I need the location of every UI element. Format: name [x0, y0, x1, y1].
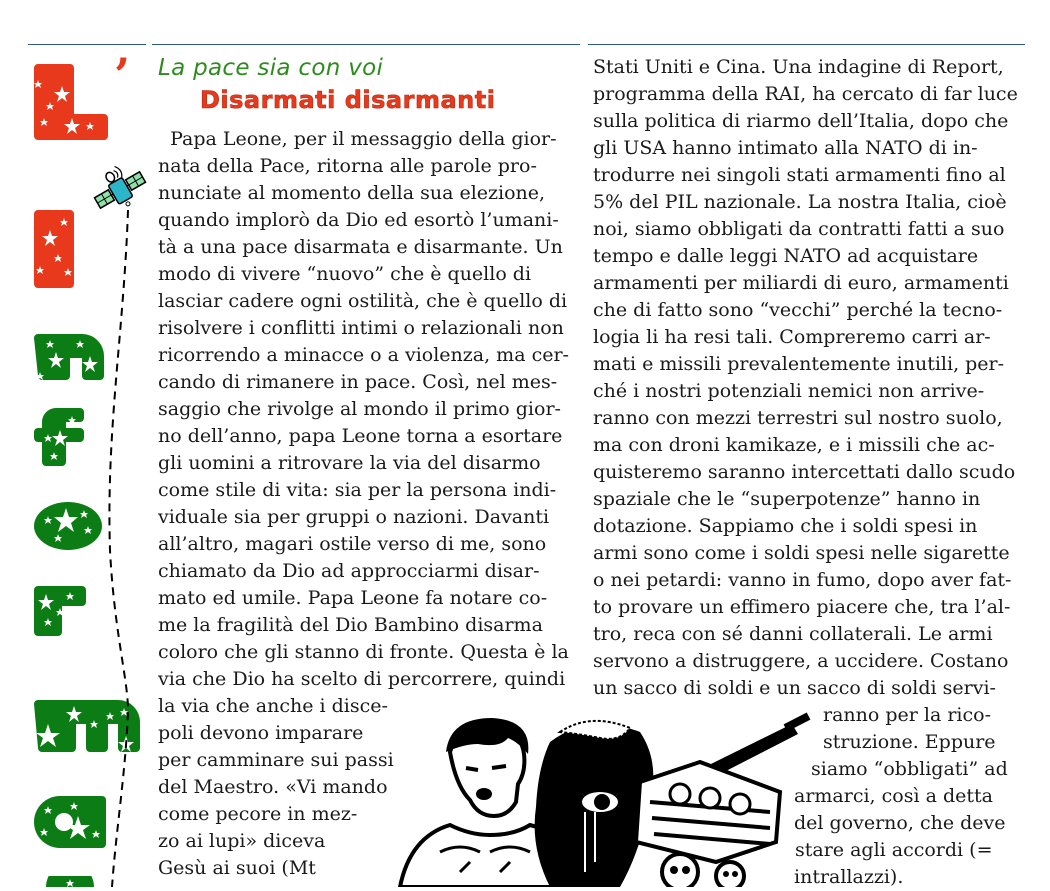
- text-line: me la fragilità del Dio Bambino disarma: [158, 614, 543, 636]
- text-line: intrallazzi).: [794, 866, 904, 888]
- letter-i-icon: [34, 210, 74, 288]
- text-line: modo di vivere “nuovo” che è quello di: [158, 263, 532, 285]
- text-line: servono a distruggere, a uccidere. Costano: [593, 650, 1009, 672]
- weeping-face-figure: [535, 721, 654, 887]
- text-line: armi sono come i soldi spesi nelle sigarette: [593, 542, 1010, 564]
- text-line: nata della Pace, ritorna alle parole pro-: [158, 155, 537, 177]
- title-apostrophe: ’: [114, 48, 131, 102]
- top-rule-right: [588, 44, 1025, 45]
- text-line: risolvere i conflitti intimi o relazionali non: [158, 317, 564, 339]
- top-rule-middle: [152, 44, 580, 45]
- text-line: trodurre nei singoli stati armamenti fino al: [593, 164, 1006, 186]
- top-rule-left: [28, 44, 146, 45]
- letter-r-icon: [34, 586, 86, 636]
- text-line: all’altro, magari ostile verso di me, sono: [158, 533, 547, 555]
- text-line: cando di rimanere in pace. Così, nel mes-: [158, 371, 558, 393]
- text-line: quisteremo saranno intercettati dallo scudo: [593, 461, 1016, 483]
- text-line: saggio che rivolge al mondo il primo gior-: [158, 398, 561, 420]
- text-line: viduale sia per gruppi o nazioni. Davanti: [158, 506, 550, 528]
- text-line: ma con droni kamikaze, e i missili che ac-: [593, 434, 995, 456]
- text-line: ché i nostri potenziali nemici non arrive-: [593, 380, 985, 402]
- text-line: un sacco di soldi e un sacco di soldi servi-: [593, 677, 996, 699]
- text-line: del Maestro. «Vi mando: [158, 776, 388, 798]
- text-line: Stati Uniti e Cina. Una indagine di Report,: [593, 56, 1004, 78]
- text-line: gli uomini a ritrovare la via del disarmo: [158, 452, 541, 474]
- text-line: struzione. Eppure: [823, 731, 996, 753]
- text-line: ricorrendo a minacce o a violenza, ma cer-: [158, 344, 569, 366]
- text-line: tro, reca con sé danni collaterali. Le armi: [593, 623, 993, 645]
- section-kicker: La pace sia con voi: [158, 55, 384, 81]
- text-line: o nei petardi: vanno in fumo, dopo aver fat-: [593, 569, 1012, 591]
- text-line: Papa Leone, per il messaggio della gior-: [158, 128, 557, 150]
- text-line: sulla politica di riarmo dell’Italia, dopo che: [593, 110, 1009, 132]
- text-line: mato ed umile. Papa Leone fa notare co-: [158, 587, 548, 609]
- text-line: dotazione. Sappiamo che i soldi spesi in: [593, 515, 978, 537]
- text-line: tà a una pace disarmata e disarmante. Un: [158, 236, 563, 258]
- text-line: spaziale che le “superpotenze” hanno in: [593, 488, 981, 510]
- text-line: quando implorò da Dio ed esortò l’umani-: [158, 209, 559, 231]
- text-line: chiamato da Dio ad approcciarmi disar-: [158, 560, 540, 582]
- text-line: come pecore in mez-: [158, 803, 358, 825]
- text-line: ranno con mezzi terrestri sul nostro suolo,: [593, 407, 1003, 429]
- text-line: mati e missili prevalentemente inutili, per-: [593, 353, 1005, 375]
- dashed-trajectory-line: [86, 210, 146, 887]
- letter-L-icon: [34, 64, 108, 140]
- text-line: armamenti per miliardi di euro, armamenti: [593, 272, 1009, 294]
- text-line: no dell’anno, papa Leone torna a esortare: [158, 425, 563, 447]
- text-line: lasciar cadere ogni ostilità, che è quello di: [158, 290, 568, 312]
- text-line: del governo, che deve: [794, 812, 1006, 834]
- text-line: stare agli accordi (=: [795, 839, 993, 861]
- text-line: la via che anche i disce-: [158, 695, 388, 717]
- text-line: per camminare sui passi: [158, 749, 394, 771]
- text-line: tempo e dalle leggi NATO ad acquistare: [593, 245, 979, 267]
- article-headline: Disarmati disarmanti: [200, 86, 496, 114]
- text-line: gli USA hanno intimato alla NATO di in-: [593, 137, 978, 159]
- text-line: to provare un effimero piacere che, tra l’al-: [593, 596, 1011, 618]
- text-line: logia li ha resi tali. Compreremo carri ar-: [593, 326, 991, 348]
- text-line: Gesù ai suoi (Mt: [158, 857, 316, 879]
- text-line: ranno per la rico-: [823, 704, 991, 726]
- text-line: zo ai lupi» diceva: [158, 830, 326, 852]
- tank-figure: [636, 713, 810, 862]
- text-line: coloro che gli stanno di fronte. Questa è la: [158, 641, 569, 663]
- text-line: che di fatto sono “vecchi” perché la tecno-: [593, 299, 1003, 321]
- text-line: nunciate al momento della sua elezione,: [158, 182, 546, 204]
- text-line: via che Dio ha scelto di percorrere, quindi: [158, 668, 566, 690]
- letter-f-icon: [34, 408, 86, 466]
- text-line: poli devono imparare: [158, 722, 364, 744]
- text-line: siamo “obbligati” ad: [811, 758, 1008, 780]
- text-line: armarci, così a detta: [794, 785, 993, 807]
- text-line: noi, siamo obbligati da contratti fatti a suo: [593, 218, 1005, 240]
- war-illustration-image: [380, 712, 820, 887]
- text-line: come stile di vita: sia per la persona indi-: [158, 479, 557, 501]
- text-line: 5% del PIL nazionale. La nostra Italia, cioè: [593, 191, 1007, 213]
- text-line: programma della RAI, ha cercato di far luce: [593, 83, 1018, 105]
